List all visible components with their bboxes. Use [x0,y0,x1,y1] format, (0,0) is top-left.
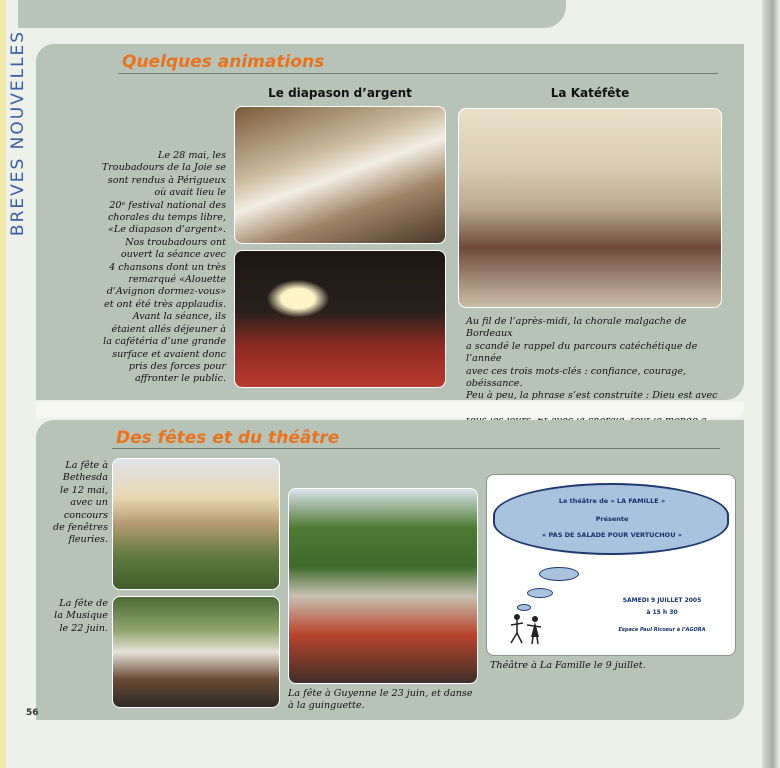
diapason-article [100,150,226,386]
article-line: Avant la séance, ils [132,311,226,323]
article-line: a scandé le rappel du parcours catéchétique de l’année [466,340,698,365]
bethesda-caption [48,460,108,547]
poster-line1: Le théâtre de « LA FAMILLE » [558,497,666,505]
section-animations-heading: Quelques animations [122,52,325,72]
theatre-caption: Théâtre à La Famille le 9 juillet. [490,660,646,671]
poster-line3: « PAS DE SALADE POUR VERTUCHOU » [542,531,682,539]
article-line: chorales du temps libre, [107,212,226,224]
binding-edge [762,0,780,768]
caption-line: Bethesda [62,472,108,484]
article-line: Nos troubadours ont [125,236,226,248]
caption-line: fleuries. [68,534,108,546]
caption-line: La fête à Guyenne le 23 juin, et danse [288,688,473,699]
article-line: 4 chansons dont un très [109,261,226,273]
poster-line2: Présente [595,515,629,523]
caption-line: La fête à [65,460,108,471]
section-animations-rule [118,73,718,74]
photo-diapason-concert [234,250,446,388]
photo-guyenne-guinguette [288,488,478,684]
article-line: «Le diapason d’argent». [108,224,226,236]
theatre-poster [486,474,736,656]
poster-date: SAMEDI 9 JUILLET 2005 [622,597,702,604]
article-line: Au fil de l’après-midi, la chorale malgache de Bordeaux [466,316,687,340]
article-line: étaient allés déjeuner à [111,323,226,335]
poster-bubble [539,567,579,581]
section-fetes-heading: Des fêtes et du théâtre [116,428,340,448]
katefete-title: La Katéfête [550,86,630,100]
poster-venue: Espace Paul Ricoeur à l’AGORA [618,627,706,633]
page-number: 56 [26,708,39,718]
section-fetes-rule [112,448,720,449]
article-line: avec ces trois mots-clés : confiance, courage, obéissance. [466,365,687,390]
article-line: surface et avaient donc [112,348,226,360]
poster-bubble [527,588,553,598]
article-line: la cafétéria d’une grande [103,336,226,348]
caption-line: le 12 mai, [60,484,108,496]
caption-line: de fenêtres [53,522,108,534]
caption-line: La fête de [59,598,108,609]
guyenne-caption [288,688,488,713]
photo-katefete-choir [458,108,722,308]
caption-line: la Musique [54,610,108,622]
article-line: 20ᵉ festival national des [109,199,226,211]
article-line: Troubadours de la Joie se [101,162,226,174]
article-line: d’Avignon dormez-vous» [106,286,226,298]
page-edge-strip [0,0,6,768]
top-tab-bar [18,0,566,28]
article-line: affronter le public. [134,373,226,385]
caption-line: avec un [70,497,108,509]
poster-bubble [517,604,531,611]
article-line: sont rendus à Périgueux [107,174,226,186]
side-title-text: BREVES NOUVELLES [8,29,28,237]
article-line: Peu à peu, la phrase s’est construite : Dieu est avec [466,390,718,402]
diapason-title: Le diapason d’argent [268,86,412,100]
caption-line: le 22 juin. [59,622,108,634]
article-line: ouvert la séance avec [120,249,226,261]
article-line: pris des forces pour [128,360,226,372]
photo-fete-musique [112,596,280,708]
side-title [8,28,32,238]
photo-bethesda-fete [112,458,280,590]
section-divider [36,402,744,418]
musique-caption [48,598,108,635]
article-line: où avait lieu le [154,187,226,199]
article-line: Le 28 mai, les [157,150,226,161]
caption-line: à la guinguette. [288,700,365,712]
article-line: et ont été très applaudis. [104,298,226,310]
poster-time: à 15 h 30 [646,609,678,616]
photo-diapason-lunch [234,106,446,244]
caption-line: concours [63,509,108,521]
dancers-icon [507,611,547,647]
article-line: remarqué «Alouette [128,274,226,286]
